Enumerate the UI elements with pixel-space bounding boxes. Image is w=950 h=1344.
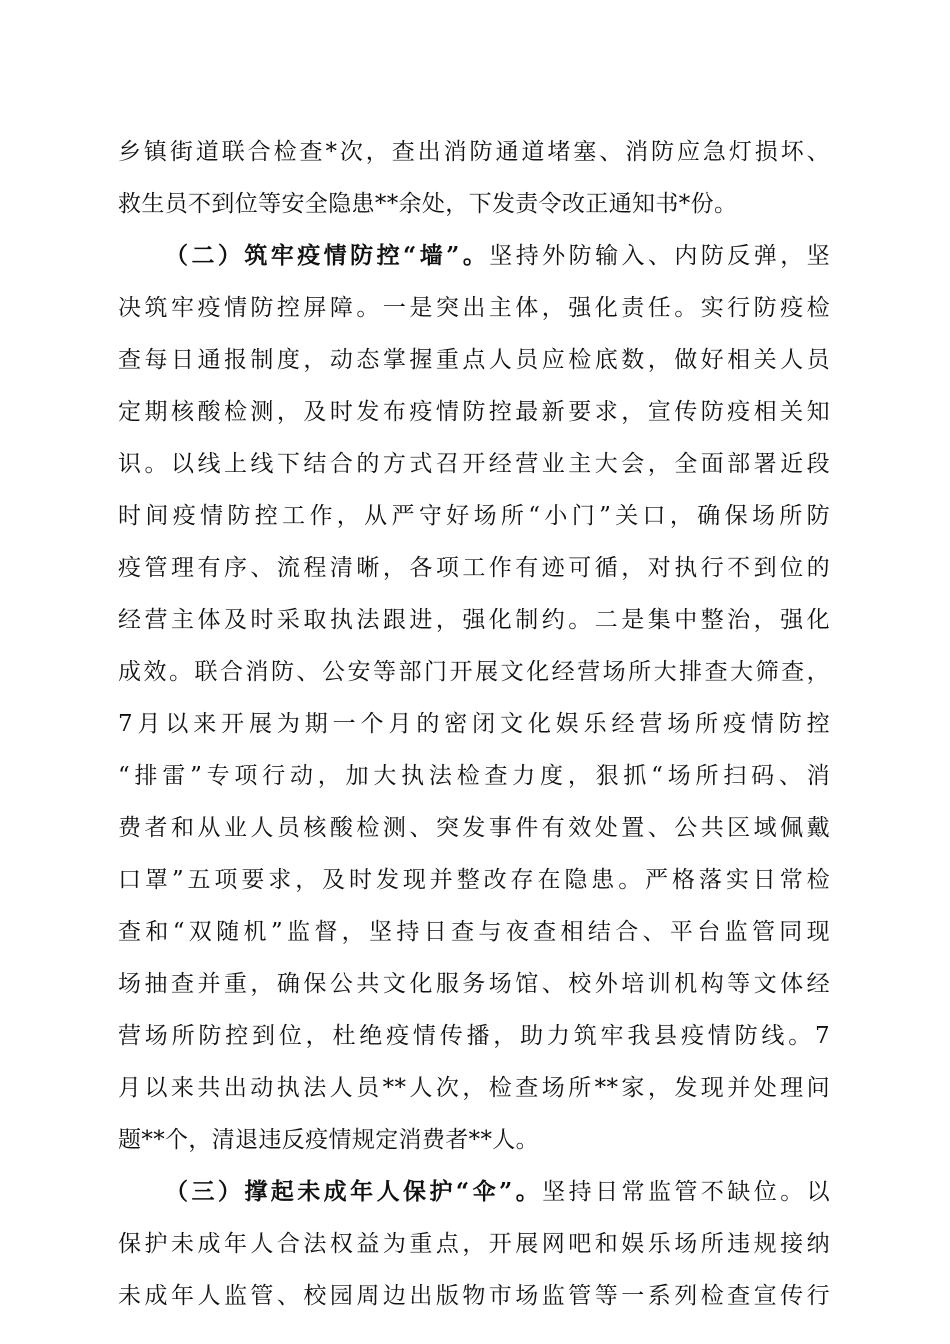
text-line: [118, 386, 830, 438]
line-text: 识。以线上线下结合的方式召开经营业主大会，全面部署近段: [118, 451, 830, 477]
text-line: [118, 698, 830, 750]
text-line: [118, 230, 830, 282]
line-text: 决筑牢疫情防控屏障。一是突出主体，强化责任。实行防疫检: [118, 295, 830, 321]
text-line: [118, 178, 830, 230]
line-text: 保护未成年人合法权益为重点，开展网吧和娱乐场所违规接纳: [118, 1231, 830, 1257]
line-text: 疫管理有序、流程清晰，各项工作有迹可循，对执行不到位的: [118, 555, 830, 581]
document-body: [118, 126, 830, 1322]
text-line: [118, 1114, 830, 1166]
text-line: [118, 1166, 830, 1218]
section-heading: （二）筑牢疫情防控“墙”。: [165, 242, 490, 269]
line-text: 乡镇街道联合检查*次，查出消防通道堵塞、消防应急灯损坏、: [118, 139, 830, 165]
line-text: 救生员不到位等安全隐患**余处，下发责令改正通知书*份。: [118, 191, 738, 217]
text-line: [118, 1218, 830, 1270]
line-text: 查每日通报制度，动态掌握重点人员应检底数，做好相关人员: [118, 347, 830, 373]
line-text: 月以来共出动执法人员**人次，检查场所**家，发现并处理问: [118, 1075, 830, 1101]
text-line: [118, 958, 830, 1010]
line-text: 时间疫情防控工作，从严守好场所“小门”关口，确保场所防: [118, 503, 830, 529]
text-line: [118, 542, 830, 594]
text-line: [118, 646, 830, 698]
text-line: [118, 802, 830, 854]
text-line: [118, 1010, 830, 1062]
text-line: [118, 490, 830, 542]
line-text: 坚持日常监管不缺位。以: [542, 1179, 830, 1205]
text-line: [118, 1062, 830, 1114]
text-line: [118, 438, 830, 490]
line-text: 坚持外防输入、内防反弹，坚: [489, 243, 830, 269]
line-text: 查和“双随机”监督，坚持日查与夜查相结合、平台监管同现: [118, 919, 830, 945]
line-text: “排雷”专项行动，加大执法检查力度，狠抓“场所扫码、消: [118, 763, 830, 789]
text-line: [118, 906, 830, 958]
text-line: [118, 594, 830, 646]
line-text: 经营主体及时采取执法跟进，强化制约。二是集中整治，强化: [118, 607, 830, 633]
text-line: [118, 750, 830, 802]
text-line: [118, 282, 830, 334]
line-text: 营场所防控到位，杜绝疫情传播，助力筑牢我县疫情防线。7: [118, 1023, 830, 1049]
line-text: 定期核酸检测，及时发布疫情防控最新要求，宣传防疫相关知: [118, 399, 830, 425]
text-line: [118, 1270, 830, 1322]
section-heading: （三）撑起未成年人保护“伞”。: [165, 1178, 543, 1205]
text-line: [118, 334, 830, 386]
line-text: 题**个，清退违反疫情规定消费者**人。: [118, 1127, 539, 1153]
text-line: [118, 126, 830, 178]
line-text: 场抽查并重，确保公共文化服务场馆、校外培训机构等文体经: [118, 971, 830, 997]
line-text: 口罩”五项要求，及时发现并整改存在隐患。严格落实日常检: [118, 867, 830, 893]
line-text: 成效。联合消防、公安等部门开展文化经营场所大排查大筛查，: [118, 659, 830, 685]
line-text: 7月以来开展为期一个月的密闭文化娱乐经营场所疫情防控: [118, 711, 830, 737]
line-text: 未成年人监管、校园周边出版物市场监管等一系列检查宣传行: [118, 1283, 830, 1309]
line-text: 费者和从业人员核酸检测、突发事件有效处置、公共区域佩戴: [118, 815, 830, 841]
text-line: [118, 854, 830, 906]
